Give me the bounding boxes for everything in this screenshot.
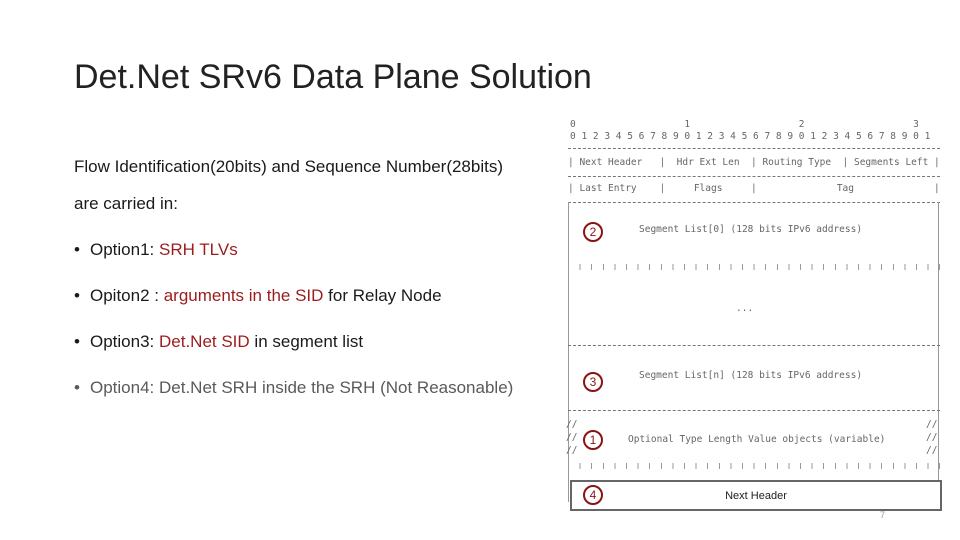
next-header-label: Next Header	[725, 490, 787, 502]
marker-4: 4	[583, 485, 603, 505]
segment-list-0: Segment List[0] (128 bits IPv6 address)	[639, 224, 863, 235]
intro-line-2: are carried in:	[74, 194, 178, 213]
header-row-1: | Next Header | Hdr Ext Len | Routing Type | Segments Left |	[568, 157, 940, 168]
marker-2: 2	[583, 222, 603, 242]
divider	[568, 345, 940, 346]
page-number: 7	[880, 510, 886, 520]
bit-units: 0 1 2 3 4 5 6 7 8 9 0 1 2 3 4 5 6 7 8 9 0 1 2 3 4 5 6 7 8 9 0 1	[570, 131, 931, 142]
bullet-dot: •	[74, 286, 80, 305]
bullet-dot: •	[74, 240, 80, 259]
bullet-text: SRH TLVs	[154, 240, 238, 259]
tlv-right-slashes: // // //	[926, 419, 938, 456]
bullet-dot: •	[74, 378, 80, 397]
tlv-left-slashes: // // //	[566, 419, 578, 456]
bullet-label: Option3:	[90, 332, 155, 351]
page-title: Det.Net SRv6 Data Plane Solution	[74, 58, 592, 96]
marker-3: 3	[583, 372, 603, 392]
bullet-text: Det.Net SID	[154, 332, 250, 351]
bullet-option1	[74, 240, 238, 260]
bullet-option4	[74, 378, 513, 398]
bullet-label: Option4:	[90, 378, 155, 397]
header-row-2: | Last Entry | Flags | Tag |	[568, 183, 940, 194]
bullet-tail: for Relay Node	[323, 286, 442, 305]
bit-ticks	[568, 463, 940, 469]
srh-header-diagram	[560, 112, 945, 532]
bullet-option2	[74, 286, 442, 306]
divider	[568, 410, 940, 411]
segment-list-n: Segment List[n] (128 bits IPv6 address)	[639, 370, 863, 381]
bullet-option3	[74, 332, 363, 352]
bullet-text: Det.Net SRH inside the SRH (Not Reasonable)	[154, 378, 514, 397]
right-border	[938, 202, 939, 502]
marker-1: 1	[583, 430, 603, 450]
ellipsis: ...	[736, 303, 754, 314]
bullet-label: Opiton2 :	[90, 286, 159, 305]
next-header-box	[570, 480, 942, 511]
tlv-label: Optional Type Length Value objects (variable)	[628, 434, 886, 445]
divider	[568, 148, 940, 149]
divider	[568, 202, 940, 203]
intro-line-1: Flow Identification(20bits) and Sequence Number(28bits)	[74, 157, 504, 176]
bullet-label: Option1:	[90, 240, 155, 259]
bullet-text: arguments in the SID	[159, 286, 324, 305]
bullet-dot: •	[74, 332, 80, 351]
left-border	[568, 202, 569, 502]
divider	[568, 176, 940, 177]
bit-ticks	[568, 264, 940, 270]
bit-decades: 0 1 2 3	[570, 119, 919, 130]
bullet-tail: in segment list	[249, 332, 364, 351]
